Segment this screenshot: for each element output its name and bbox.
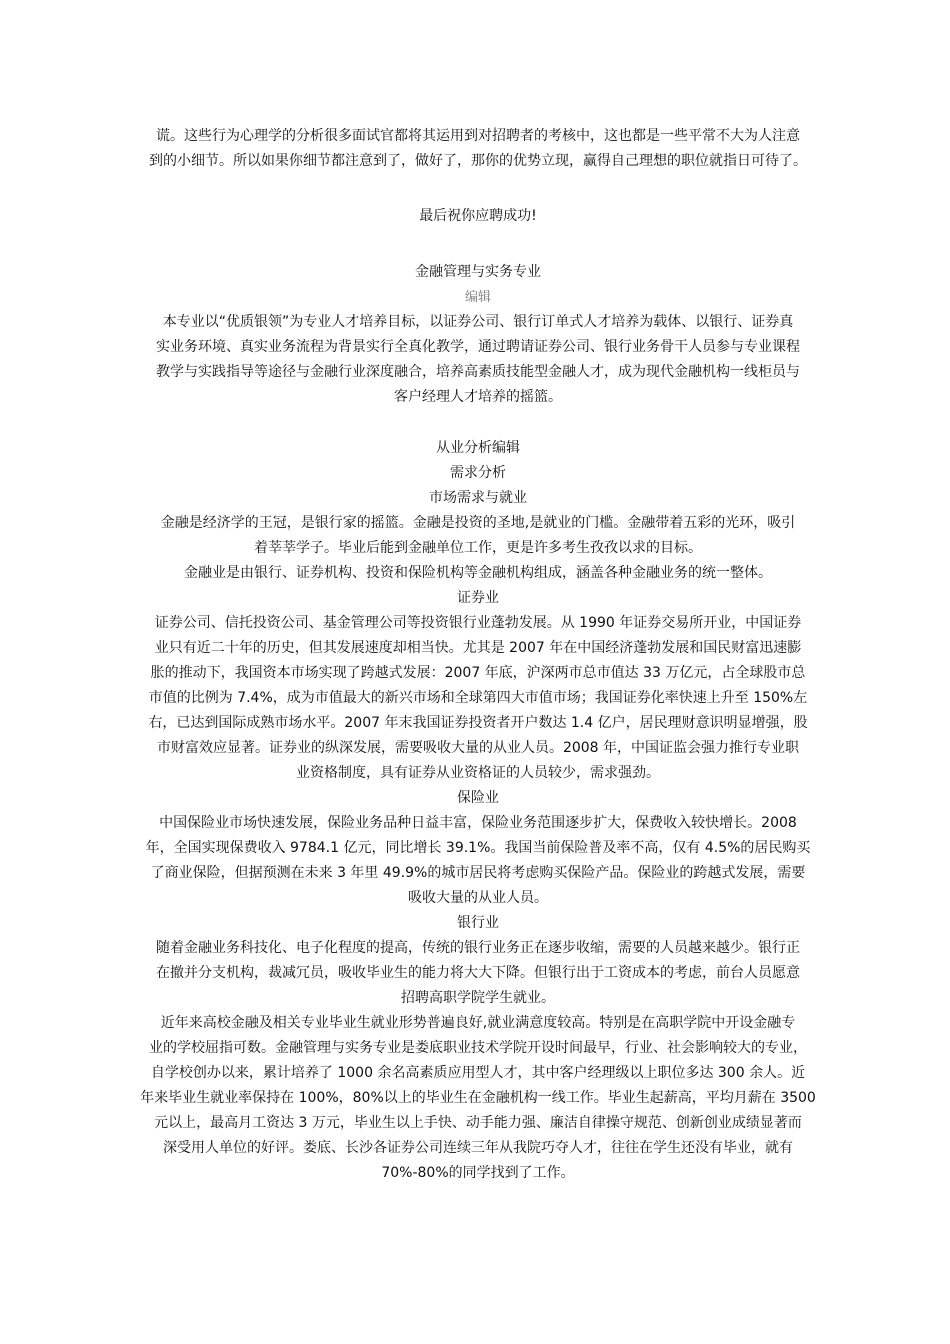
securities-heading: 证券业 bbox=[457, 590, 499, 606]
intro-line: 到的小细节。所以如果你细节都注意到了，做好了，那你的优势立现，赢得自己理想的职位就指日可待了。 bbox=[149, 153, 807, 169]
employment-line: 元以上，最高月工资达 3 万元，毕业生以上手快、动手能力强、廉洁自律操守规范、创新创业成绩显著而 bbox=[154, 1115, 802, 1131]
securities-line: 市值的比例为 7.4%，成为市值最大的新兴市场和全球第四大市值市场；我国证券化率快速上升至 150%左 bbox=[148, 690, 808, 706]
insurance-heading: 保险业 bbox=[457, 790, 499, 806]
insurance-line: 中国保险业市场快速发展，保险业务品种日益丰富，保险业务范围逐步扩大，保费收入较快增长。2008 bbox=[159, 815, 797, 831]
employment-line: 近年来高校金融及相关专业毕业生就业形势普遍良好,就业满意度较高。特别是在高职学院中开设金融专 bbox=[160, 1015, 796, 1031]
major-intro-line: 教学与实践指导等途径与金融行业深度融合，培养高素质技能型金融人才，成为现代金融机构一线柜员与 bbox=[156, 364, 800, 380]
securities-line: 市财富效应显著。证券业的纵深发展，需要吸收大量的从业人员。2008 年，中国证监会强力推行专业职 bbox=[156, 740, 800, 756]
major-intro-line: 客户经理人才培养的摇篮。 bbox=[394, 389, 562, 405]
insurance-line: 吸收大量的从业人员。 bbox=[408, 890, 548, 906]
market-line: 着莘莘学子。毕业后能到金融单位工作，更是许多考生孜孜以求的目标。 bbox=[254, 540, 702, 556]
securities-line: 右，已达到国际成熟市场水平。2007 年末我国证券投资者开户数达 1.4 亿户，居民理财意识明显增强，股 bbox=[148, 715, 808, 731]
employment-line: 70%-80%的同学找到了工作。 bbox=[381, 1165, 575, 1181]
market-line: 金融业是由银行、证券机构、投资和保险机构等金融机构组成，涵盖各种金融业务的统一整体。 bbox=[184, 565, 772, 581]
insurance-line: 了商业保险，但据预测在未来 3 年里 49.9%的城市居民将考虑购买保险产品。保险业的跨越式发展，需要 bbox=[150, 865, 806, 881]
demand-heading: 需求分析 bbox=[450, 465, 506, 481]
securities-line: 证券公司、信托投资公司、基金管理公司等投资银行业蓬勃发展。从 1990 年证券交易所开业，中国证券 bbox=[154, 615, 802, 631]
document-body bbox=[138, 124, 818, 1186]
bank-line: 招聘高职学院学生就业。 bbox=[401, 990, 555, 1006]
securities-line: 业只有近二十年的历史，但其发展速度却相当快。尤其是 2007 年在中国经济蓬勃发展和国民财富迅速膨 bbox=[154, 640, 802, 656]
bank-heading: 银行业 bbox=[457, 915, 499, 931]
insurance-line: 年，全国实现保费收入 9784.1 亿元，同比增长 39.1%。我国当前保险普及率不高，仅有 4.5%的居民购买 bbox=[145, 840, 811, 856]
employment-line: 自学校创办以来，累计培养了 1000 余名高素质应用型人才，其中客户经理级以上职位多达 300 余人。近 bbox=[150, 1065, 806, 1081]
bank-line: 随着金融业务科技化、电子化程度的提高，传统的银行业务正在逐步收缩，需要的人员越来越少。银行正 bbox=[156, 940, 800, 956]
employment-line: 年来毕业生就业率保持在 100%，80%以上的毕业生在金融机构一线工作。毕业生起薪高，平均月薪在 3500 bbox=[140, 1090, 816, 1106]
market-line: 金融是经济学的王冠，是银行家的摇篮。金融是投资的圣地,是就业的门槛。金融带着五彩的光环，吸引 bbox=[160, 515, 796, 531]
closing-wish: 最后祝你应聘成功! bbox=[419, 208, 537, 224]
bank-line: 在撤并分支机构，裁减冗员，吸收毕业生的能力将大大下降。但银行出于工资成本的考虑，前台人员愿意 bbox=[156, 965, 800, 981]
career-heading: 从业分析编辑 bbox=[436, 440, 520, 456]
edit-link[interactable]: 编辑 bbox=[464, 290, 491, 305]
employment-line: 业的学校屈指可数。金融管理与实务专业是娄底职业技术学院开设时间最早，行业、社会影响较大的专业， bbox=[149, 1040, 807, 1056]
employment-line: 深受用人单位的好评。娄底、长沙各证券公司连续三年从我院巧夺人才，往往在学生还没有毕业，就有 bbox=[163, 1140, 793, 1156]
major-intro-line: 实业务环境、真实业务流程为背景实行全真化教学，通过聘请证券公司、银行业务骨干人员参与专业课程 bbox=[156, 339, 800, 355]
major-title: 金融管理与实务专业 bbox=[415, 264, 541, 280]
securities-line: 胀的推动下，我国资本市场实现了跨越式发展：2007 年底，沪深两市总市值达 33 万亿元，占全球股市总 bbox=[150, 665, 806, 681]
market-heading: 市场需求与就业 bbox=[429, 490, 527, 506]
intro-line: 谎。这些行为心理学的分析很多面试官都将其运用到对招聘者的考核中，这也都是一些平常不大为人注意 bbox=[156, 128, 800, 144]
major-intro-line: 本专业以“优质银领”为专业人才培养目标，以证券公司、银行订单式人才培养为载体、以银行、证券真 bbox=[162, 314, 794, 330]
securities-line: 业资格制度，具有证券从业资格证的人员较少，需求强劲。 bbox=[296, 765, 660, 781]
